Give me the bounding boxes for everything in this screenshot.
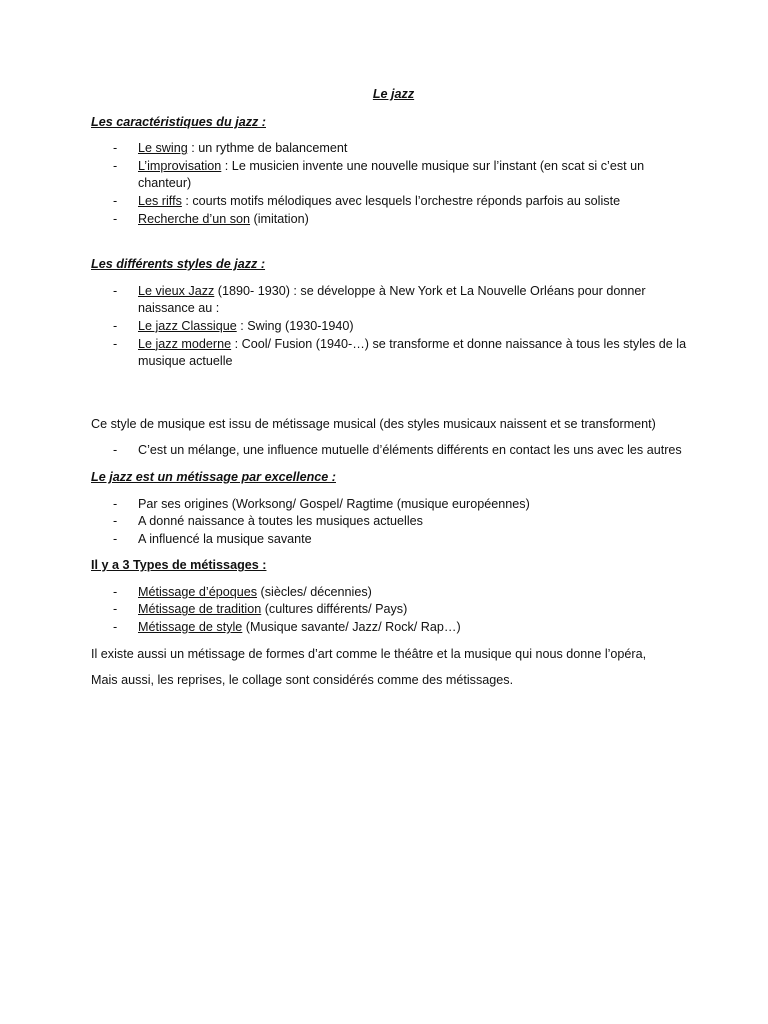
list-item-text: (siècles/ décennies) [257, 584, 372, 599]
list-item-term: Le jazz moderne [138, 336, 232, 351]
list-item-text: : Swing (1930-1940) [236, 318, 354, 333]
paragraph-art-forms: Il existe aussi un métissage de formes d’art comme le théâtre et la musique qui nous donne l’opéra, [91, 646, 647, 661]
list-item: - A donné naissance à toutes les musiques actuelles [91, 513, 688, 531]
list-item [91, 584, 688, 602]
list-item: - C’est un mélange, une influence mutuelle d’éléments différents en contact les uns avec les autres [91, 442, 688, 460]
list-item-term: Métissage de style [138, 620, 243, 635]
spacer [91, 433, 688, 442]
list-item-text: (cultures différents/ Pays) [261, 602, 408, 617]
list-item-text: : un rythme de balancement [187, 141, 348, 156]
list-item [91, 158, 688, 193]
list-item-text: : courts motifs mélodiques avec lesquels l’orchestre réponds parfois au soliste [181, 193, 621, 208]
document-title: Le jazz [372, 87, 415, 101]
section-heading-characteristics: Les caractéristiques du jazz : [91, 114, 266, 129]
spacer [91, 371, 688, 416]
list-item [91, 601, 688, 619]
list-item-term: Les riffs [138, 193, 182, 208]
paragraph-covers-collage: Mais aussi, les reprises, le collage sont considérés comme des métissages. [91, 673, 514, 688]
spacer [91, 663, 688, 672]
list-item-text: : Le musicien invente une nouvelle musique sur l’instant (en scat si c’est un chanteur) [138, 158, 645, 191]
list-item-term: Le swing [138, 141, 188, 156]
list-item-text: (1890- 1930) : se développe à New York et La Nouvelle Orléans pour donner naissance au : [138, 283, 646, 316]
section-heading-excellence: Le jazz est un métissage par excellence : [91, 469, 336, 484]
list-item-term: Le jazz Classique [138, 318, 237, 333]
metissage-definition-list [91, 442, 688, 460]
excellence-list [91, 496, 688, 549]
list-item [91, 318, 688, 336]
types-list [91, 584, 688, 637]
list-item [91, 619, 688, 637]
characteristics-list [91, 140, 688, 228]
list-item: - A influencé la musique savante [91, 531, 688, 549]
spacer [91, 460, 688, 469]
list-item [91, 283, 688, 318]
list-item-text: (Musique savante/ Jazz/ Rock/ Rap…) [242, 620, 461, 635]
paragraph-metissage-intro: Ce style de musique est issu de métissage musical (des styles musicaux naissent et se transforment) [91, 416, 656, 431]
list-item-text: : Cool/ Fusion (1940-…) se transforme et donne naissance à tous les styles de la musique actuelle [138, 336, 687, 369]
section-heading-styles: Les différents styles de jazz : [91, 257, 266, 272]
list-item-text: (imitation) [250, 211, 309, 226]
list-item-term: L’improvisation [138, 158, 222, 173]
list-item [91, 193, 688, 211]
list-item-term: Le vieux Jazz [138, 283, 215, 298]
spacer [91, 228, 688, 256]
list-item [91, 211, 688, 229]
section-heading-types: Il y a 3 Types de métissages : [91, 558, 267, 573]
spacer [91, 637, 688, 646]
list-item-term: Métissage de tradition [138, 602, 262, 617]
styles-list [91, 283, 688, 371]
spacer [91, 548, 688, 557]
list-item [91, 140, 688, 158]
list-item [91, 336, 688, 371]
list-item: - Par ses origines (Worksong/ Gospel/ Ragtime (musique européennes) [91, 496, 688, 514]
list-item-term: Recherche d’un son [138, 211, 251, 226]
list-item-term: Métissage d’époques [138, 584, 258, 599]
